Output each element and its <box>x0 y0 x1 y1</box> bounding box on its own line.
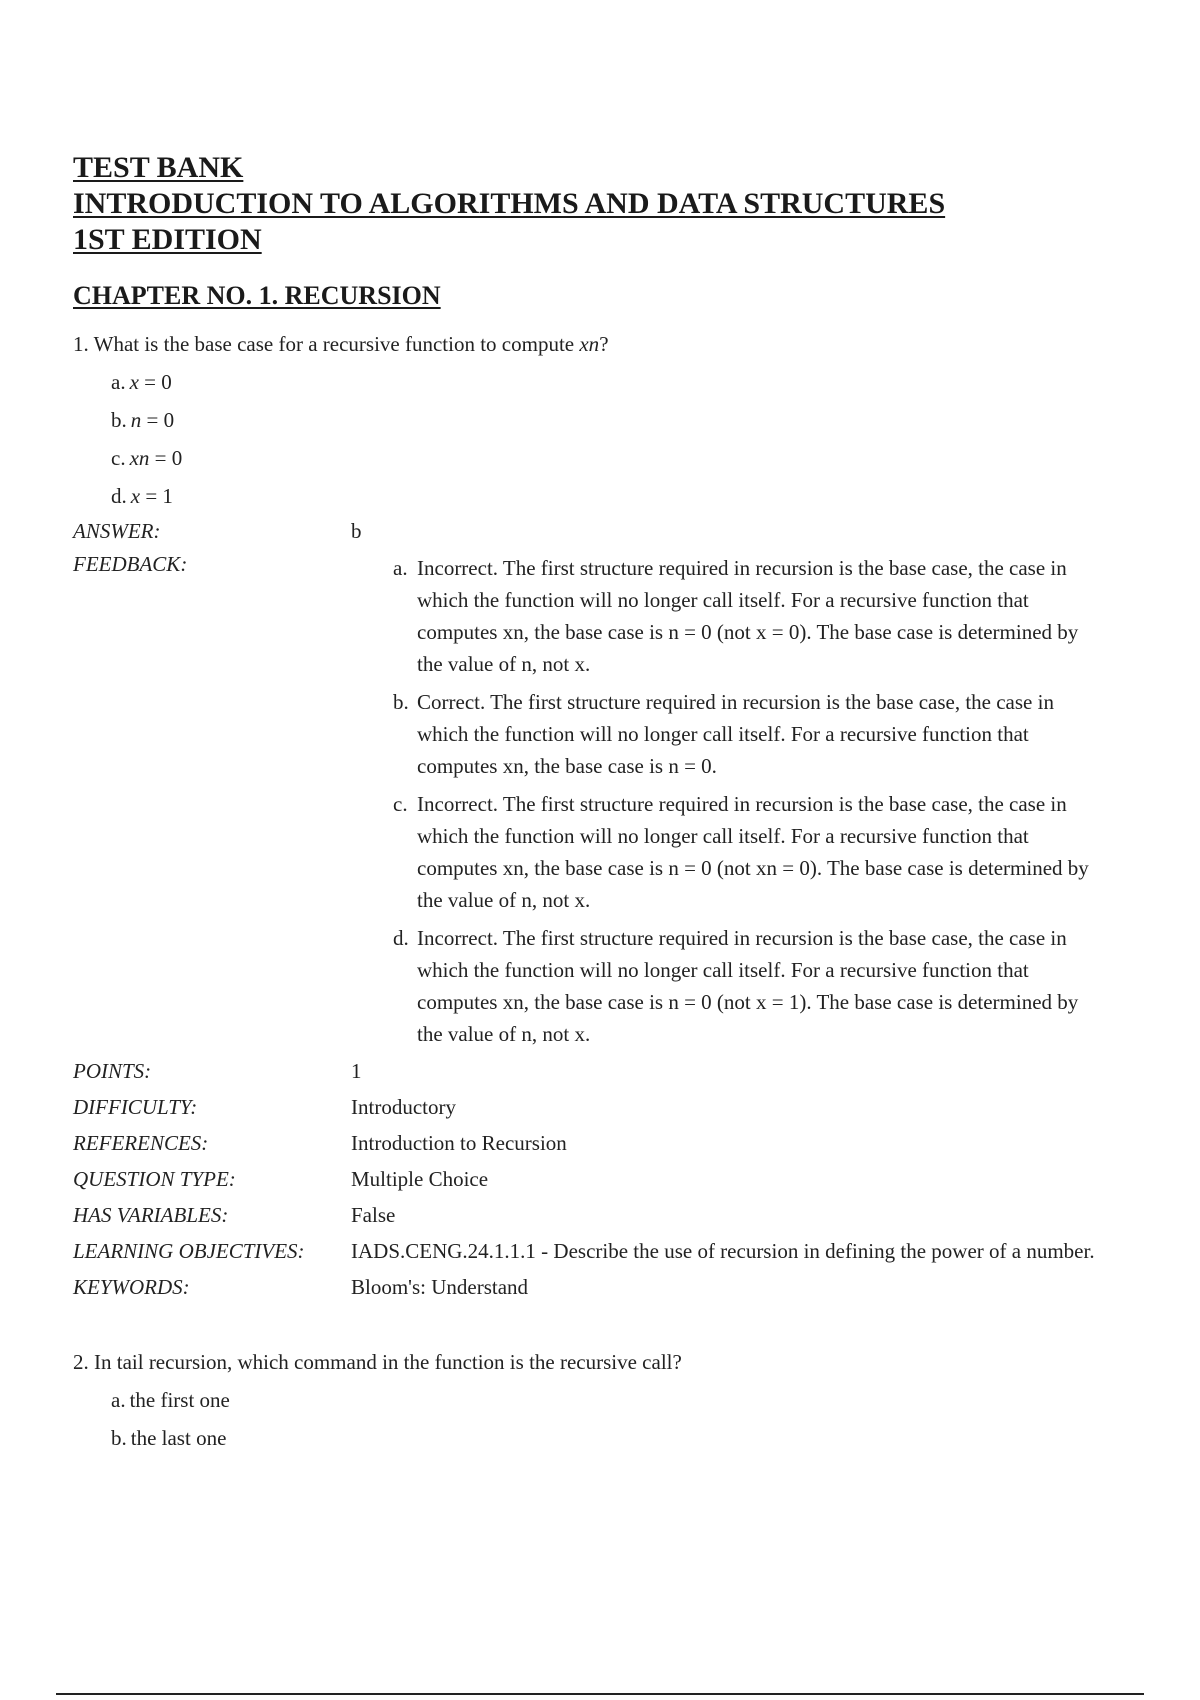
meta-label: KEYWORDS: <box>73 1275 190 1299</box>
meta-label: HAS VARIABLES: <box>73 1203 229 1227</box>
option-expression: = 0 <box>141 408 175 432</box>
option-d <box>111 482 1133 510</box>
option-letter: a. <box>111 1388 126 1412</box>
feedback-text: Incorrect. The first structure required in recursion is the base case, the case in which the function will no longer call itself. For a recursive function that computes xn, the base case is n = 0 (not xn = 0). The base case is determined by the value of n, not x. <box>417 792 1089 912</box>
option-expression: = 0 <box>149 446 183 470</box>
question-number: 1. <box>73 332 89 356</box>
option-text: the first one <box>129 1388 230 1412</box>
meta-row-question-type <box>73 1164 1133 1194</box>
meta-row-difficulty <box>73 1092 1133 1122</box>
option-letter: c. <box>111 446 126 470</box>
question-number: 2. <box>73 1350 89 1374</box>
option-variable: x <box>129 370 139 394</box>
option-letter: b. <box>111 1426 127 1450</box>
meta-row-has-variables <box>73 1200 1133 1230</box>
chapter-heading: CHAPTER NO. 1. RECURSION <box>73 281 441 310</box>
feedback-letter: c. <box>393 792 408 816</box>
option-letter: d. <box>111 484 127 508</box>
answer-value: b <box>351 519 362 543</box>
feedback-label: FEEDBACK: <box>73 552 188 576</box>
option-a <box>111 368 1133 396</box>
feedback-item-c <box>393 788 1133 916</box>
question-1-text <box>73 330 1133 358</box>
question-text: What is the base case for a recursive function to compute <box>93 332 580 356</box>
feedback-item-d <box>393 922 1133 1050</box>
meta-row-keywords <box>73 1272 1133 1302</box>
feedback-letter: d. <box>393 926 409 950</box>
meta-row-points <box>73 1056 1133 1086</box>
page-bottom-rule <box>56 1693 1144 1695</box>
question-2-options <box>111 1386 1133 1452</box>
meta-row-references <box>73 1128 1133 1158</box>
meta-label: LEARNING OBJECTIVES: <box>73 1239 305 1263</box>
option-b <box>111 406 1133 434</box>
question-1-metadata <box>73 1056 1133 1302</box>
answer-row <box>73 516 1133 546</box>
feedback-item-b <box>393 686 1133 782</box>
answer-label: ANSWER: <box>73 519 161 543</box>
meta-label: DIFFICULTY: <box>73 1095 198 1119</box>
feedback-letter: b. <box>393 690 409 714</box>
option-c <box>111 444 1133 472</box>
header-edition: 1ST EDITION <box>73 223 262 256</box>
meta-value: Introductory <box>351 1095 456 1119</box>
document-header <box>73 150 1133 258</box>
option-variable: x <box>130 484 141 508</box>
question-1-options <box>111 368 1133 510</box>
question-punctuation: ? <box>599 332 609 356</box>
option-expression: = 1 <box>140 484 173 508</box>
feedback-row <box>73 552 1133 1050</box>
meta-row-learning-objectives <box>73 1236 1133 1266</box>
header-book-title: INTRODUCTION TO ALGORITHMS AND DATA STRUCTURES <box>73 187 946 220</box>
header-title: TEST BANK <box>73 151 244 184</box>
feedback-text: Correct. The first structure required in recursion is the base case, the case in which the function will no longer call itself. For a recursive function that computes xn, the base case is n = 0. <box>417 690 1054 778</box>
feedback-item-a <box>393 552 1133 680</box>
option-letter: a. <box>111 370 126 394</box>
option-variable: n <box>130 408 142 432</box>
option-expression: = 0 <box>138 370 172 394</box>
option-b <box>111 1424 1133 1452</box>
test-bank-page <box>73 150 1133 1452</box>
meta-label: POINTS: <box>73 1059 152 1083</box>
meta-value: Bloom's: Understand <box>351 1275 529 1299</box>
question-2-text <box>73 1348 1133 1376</box>
meta-label: REFERENCES: <box>73 1131 209 1155</box>
question-1 <box>73 330 1133 1302</box>
meta-value: Introduction to Recursion <box>351 1131 567 1155</box>
feedback-list <box>351 552 1133 1050</box>
meta-value: 1 <box>351 1059 362 1083</box>
feedback-text: Incorrect. The first structure required in recursion is the base case, the case in which the function will no longer call itself. For a recursive function that computes xn, the base case is n = 0 (not x = 1). The base case is determined by the value of n, not x. <box>417 926 1079 1046</box>
option-variable: xn <box>129 446 150 470</box>
option-text: the last one <box>130 1426 227 1450</box>
meta-label: QUESTION TYPE: <box>73 1167 236 1191</box>
feedback-text: Incorrect. The first structure required in recursion is the base case, the case in which the function will no longer call itself. For a recursive function that computes xn, the base case is n = 0 (not x = 0). The base case is determined by the value of n, not x. <box>417 556 1079 676</box>
meta-value: IADS.CENG.24.1.1.1 - Describe the use of recursion in defining the power of a number. <box>351 1239 1095 1263</box>
question-variable: xn <box>579 332 600 356</box>
feedback-letter: a. <box>393 556 408 580</box>
question-text: In tail recursion, which command in the function is the recursive call? <box>94 1350 682 1374</box>
question-2 <box>73 1348 1133 1452</box>
option-letter: b. <box>111 408 127 432</box>
meta-value: False <box>351 1203 396 1227</box>
option-a <box>111 1386 1133 1414</box>
meta-value: Multiple Choice <box>351 1167 489 1191</box>
